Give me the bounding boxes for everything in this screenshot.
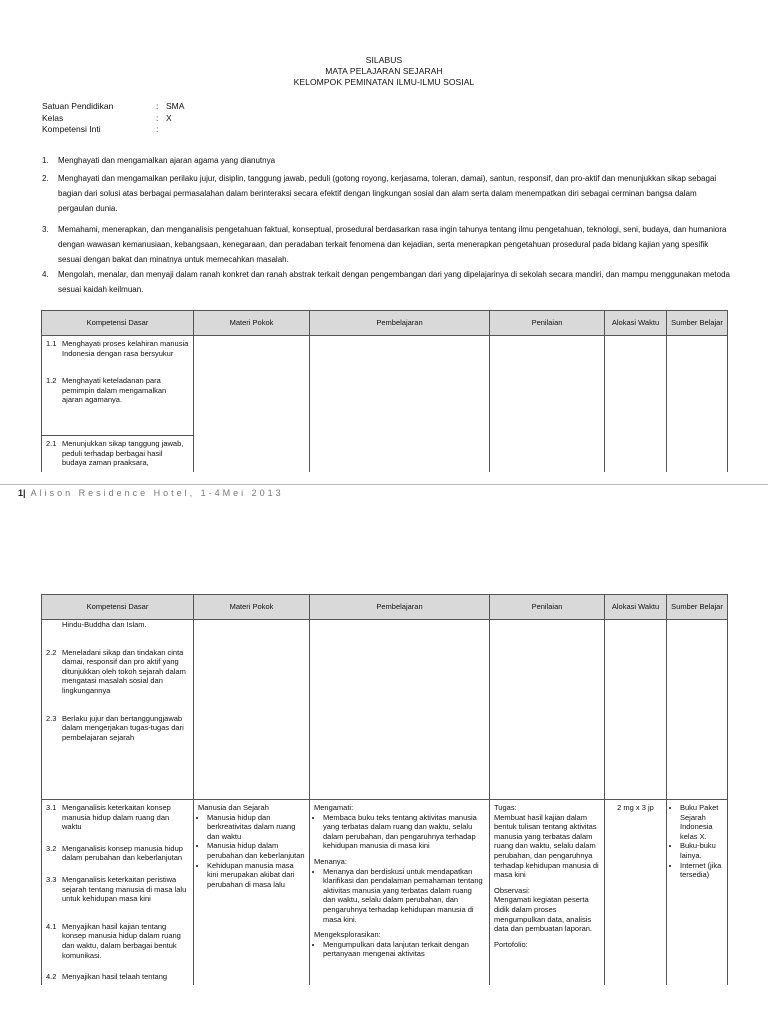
materi-item: • Manusia hidup dan berkreativitas dalam ruang dan waktu xyxy=(207,813,305,842)
pembelajaran-cell xyxy=(310,436,490,472)
pembelajaran-cell xyxy=(310,800,490,985)
materi-title: Manusia dan Sejarah xyxy=(198,803,269,812)
sumber-cell xyxy=(667,800,728,985)
footer-page-number: 1 xyxy=(18,488,24,498)
page-1 xyxy=(0,0,768,500)
syllabus-table-p1 xyxy=(41,310,728,472)
th-alokasi-waktu: Alokasi Waktu xyxy=(605,595,667,620)
kd-item: 2.2 Meneladani sikap dan tindakan cinta damai, responsif dan pro aktif yang ditunjukkan oleh tokoh sejarah dalam mengatasi masalah sosial dan lingkungannya xyxy=(46,647,186,695)
th-sumber-belajar: Sumber Belajar xyxy=(667,595,728,620)
table-row xyxy=(42,800,728,985)
penilaian-cell xyxy=(490,336,605,436)
th-materi-pokok: Materi Pokok xyxy=(194,595,310,620)
syllabus-table-p2 xyxy=(41,594,728,985)
penilaian-heading: Tugas: xyxy=(494,803,517,812)
penilaian-item xyxy=(494,803,600,880)
materi-cell xyxy=(194,436,310,472)
th-materi-pokok: Materi Pokok xyxy=(194,311,310,336)
step-item: • Mengumpulkan data lanjutan terkait dengan pertanyaan mengenai aktivitas xyxy=(323,940,485,959)
step-item: • Membaca buku teks tentang aktivitas manusia yang terbatas dalam ruang dan waktu, selalu dalam perubahan, dan pengaruhnya terhadap kehidupan manusia di masa kini xyxy=(323,813,485,851)
identity-row: Kelas : X xyxy=(42,112,172,123)
kd-cell xyxy=(42,800,194,985)
step-heading: Mengamati: xyxy=(314,803,354,812)
penilaian-heading: Observasi: xyxy=(494,885,530,895)
kd-cell xyxy=(42,436,194,472)
table-header-row xyxy=(42,595,728,620)
materi-cell xyxy=(194,620,310,800)
ki-item: 1. Menghayati dan mengamalkan ajaran agama yang dianutnya xyxy=(42,156,276,165)
step-heading: Mengeksplorasikan: xyxy=(314,930,381,940)
penilaian-cell xyxy=(490,800,605,985)
pembelajaran-cell xyxy=(310,620,490,800)
page-footer: 1| Alison Residence Hotel, 1-4Mei 2013 xyxy=(18,488,284,498)
alokasi-cell xyxy=(605,336,667,436)
sumber-item: • Buku Paket Sejarah Indonesia kelas X. xyxy=(680,803,723,841)
pembelajaran-cell xyxy=(310,336,490,436)
kd-item: 1.2 Menghayati keteladanan para pemimpin dalam mengamalkan ajaran agamanya. xyxy=(46,376,167,405)
materi-item: • Manusia hidup dalam perubahan dan keberlanjutan xyxy=(207,841,305,860)
step-heading: Menanya: xyxy=(314,856,347,866)
kd-item: 4.2 Menyajikan hasil telaah tentang xyxy=(46,972,168,982)
footer-text: Alison Residence Hotel, 1-4Mei 2013 xyxy=(30,488,284,498)
th-penilaian: Penilaian xyxy=(490,311,605,336)
ki-item: 4. Mengolah, menalar, dan menyaji dalam ranah konkret dan ranah abstrak terkait dengan pengembangan dari yang dipelajarinya di sekolah secara mandiri, dan mampu menggunakan metoda sesuai kaidah keilmuan. xyxy=(42,270,730,294)
th-kompetensi-dasar: Kompetensi Dasar xyxy=(42,311,194,336)
identity-block xyxy=(42,101,184,136)
table-row xyxy=(42,436,728,472)
kd-item: 3.2 Menganalisis konsep manusia hidup dalam perubahan dan keberlanjutan xyxy=(46,843,183,863)
alokasi-cell xyxy=(605,800,667,985)
pembelajaran-step xyxy=(314,803,485,851)
identity-row: Kompetensi Inti : xyxy=(42,124,159,134)
materi-cell xyxy=(194,336,310,436)
alokasi-value: 2 mg x 3 jp xyxy=(617,803,654,812)
ki-item: 3. Memahami, menerapkan, dan menganalisis pengetahuan faktual, konseptual, prosedural berdasarkan rasa ingin tahunya tentang ilmu pengetahuan, teknologi, seni, budaya, dan humaniora dengan wawasan kemanusiaan, kebangsaan, kenegaraan, dan peradaban terkait fenomena dan kejadian, serta menerapkan pengetahuan prosedural pada bidang kajian yang spesifik sesuai dengan bakat dan minatnya untuk memecahkan masalah. xyxy=(42,225,727,264)
step-item: • Menanya dan berdiskusi untuk mendapatkan klarifikasi dan pendalaman pemahaman tentang aktivitas manusia yang terbatas dalam ruang dan waktu, selalu dalam perubahan, dan pengaruhnya terhadap kehidupan manusia di masa kini. xyxy=(323,867,485,925)
kd-item: Hindu-Buddha dan Islam. xyxy=(62,620,147,629)
alokasi-cell xyxy=(605,620,667,800)
title-silabus: SILABUS xyxy=(365,55,403,65)
sumber-cell xyxy=(667,620,728,800)
identity-key: Satuan Pendidikan xyxy=(42,101,114,111)
ki-item: 2. Menghayati dan mengamalkan perilaku jujur, disiplin, tanggung jawab, peduli (gotong royong, kerjasama, toleran, damai), santun, responsif, dan pro-aktif dan menunjukkan sikap sebagai bagian dari solusi atas berbagai permasalahan dalam berinteraksi secara efektif dengan lingkungan sosial dan alam serta dalam menempatkan diri sebagai cerminan bangsa dalam pergaulan dunia. xyxy=(42,174,717,213)
identity-key: Kompetensi Inti xyxy=(42,124,101,134)
penilaian-cell xyxy=(490,436,605,472)
kd-cell xyxy=(42,336,194,436)
kd-item: 1.1 Menghayati proses kelahiran manusia Indonesia dengan rasa bersyukur xyxy=(46,339,189,358)
alokasi-cell xyxy=(605,436,667,472)
title-mapel: MATA PELAJARAN SEJARAH xyxy=(325,66,443,76)
sumber-item: • Buku-buku lainya. xyxy=(680,841,723,860)
penilaian-cell xyxy=(490,620,605,800)
title-kelompok: KELOMPOK PEMINATAN ILMU-ILMU SOSIAL xyxy=(293,77,475,87)
table-row xyxy=(42,620,728,800)
doc-title xyxy=(0,55,768,88)
identity-value: SMA xyxy=(166,101,185,111)
th-pembelajaran: Pembelajaran xyxy=(310,311,490,336)
footer-divider xyxy=(0,484,768,485)
penilaian-text: Membuat hasil kajian dalam bentuk tulisan tentang aktivitas manusia yang terbatas dalam ruang dan waktu, selalu dalam perubahan, dan pengaruhnya terhadap kehidupan manusia di masa kini xyxy=(494,812,599,880)
th-sumber-belajar: Sumber Belajar xyxy=(667,311,728,336)
pembelajaran-step xyxy=(314,930,485,959)
identity-value: X xyxy=(166,112,172,123)
materi-cell xyxy=(194,800,310,985)
sumber-cell xyxy=(667,336,728,436)
table-row xyxy=(42,336,728,436)
sumber-list xyxy=(671,803,723,880)
sumber-item: • Internet (jika tersedia) xyxy=(680,861,723,880)
kd-item: 3.3 Menganalisis keterkaitan peristiwa sejarah tentang manusia di masa lalu untuk kehidupan masa kini xyxy=(46,874,187,904)
identity-key: Kelas xyxy=(42,112,64,123)
th-alokasi-waktu: Alokasi Waktu xyxy=(605,311,667,336)
kd-item: 2.3 Berlaku jujur dan bertanggungjawab dalam mengerjakan tugas-tugas dari pembelajaran sejarah xyxy=(46,713,184,742)
th-penilaian: Penilaian xyxy=(490,595,605,620)
page-gap xyxy=(0,500,768,560)
penilaian-heading: Portofolio: xyxy=(494,939,528,949)
identity-row: Satuan Pendidikan : SMA xyxy=(42,101,185,111)
pembelajaran-step xyxy=(314,857,485,924)
kd-item: 4.1 Menyajikan hasil kajian tentang konsep manusia hidup dalam ruang dan waktu, dalam berbagai bentuk komunikasi. xyxy=(46,921,181,960)
kd-item: 2.1 Menunjukkan sikap tanggung jawab, peduli terhadap berbagai hasil budaya zaman praaksara, xyxy=(46,439,184,468)
materi-list xyxy=(198,813,305,890)
th-pembelajaran: Pembelajaran xyxy=(310,595,490,620)
penilaian-item xyxy=(494,940,600,950)
th-kompetensi-dasar: Kompetensi Dasar xyxy=(42,595,194,620)
materi-item: • Kehidupan manusia masa kini merupakan akibat dari perubahan di masa lalu xyxy=(207,861,305,890)
kd-cell xyxy=(42,620,194,800)
penilaian-item xyxy=(494,886,600,934)
penilaian-text: Mengamati kegiatan peserta didik dalam proses mengumpulkan data, analisis data dan pembuatan laporan. xyxy=(494,895,592,934)
page-2 xyxy=(0,560,768,1024)
kd-item: 3.1 Menganalisis keterkaitan konsep manusia hidup dalam ruang dan waktu xyxy=(46,803,171,832)
sumber-cell xyxy=(667,436,728,472)
table-header-row xyxy=(42,311,728,336)
